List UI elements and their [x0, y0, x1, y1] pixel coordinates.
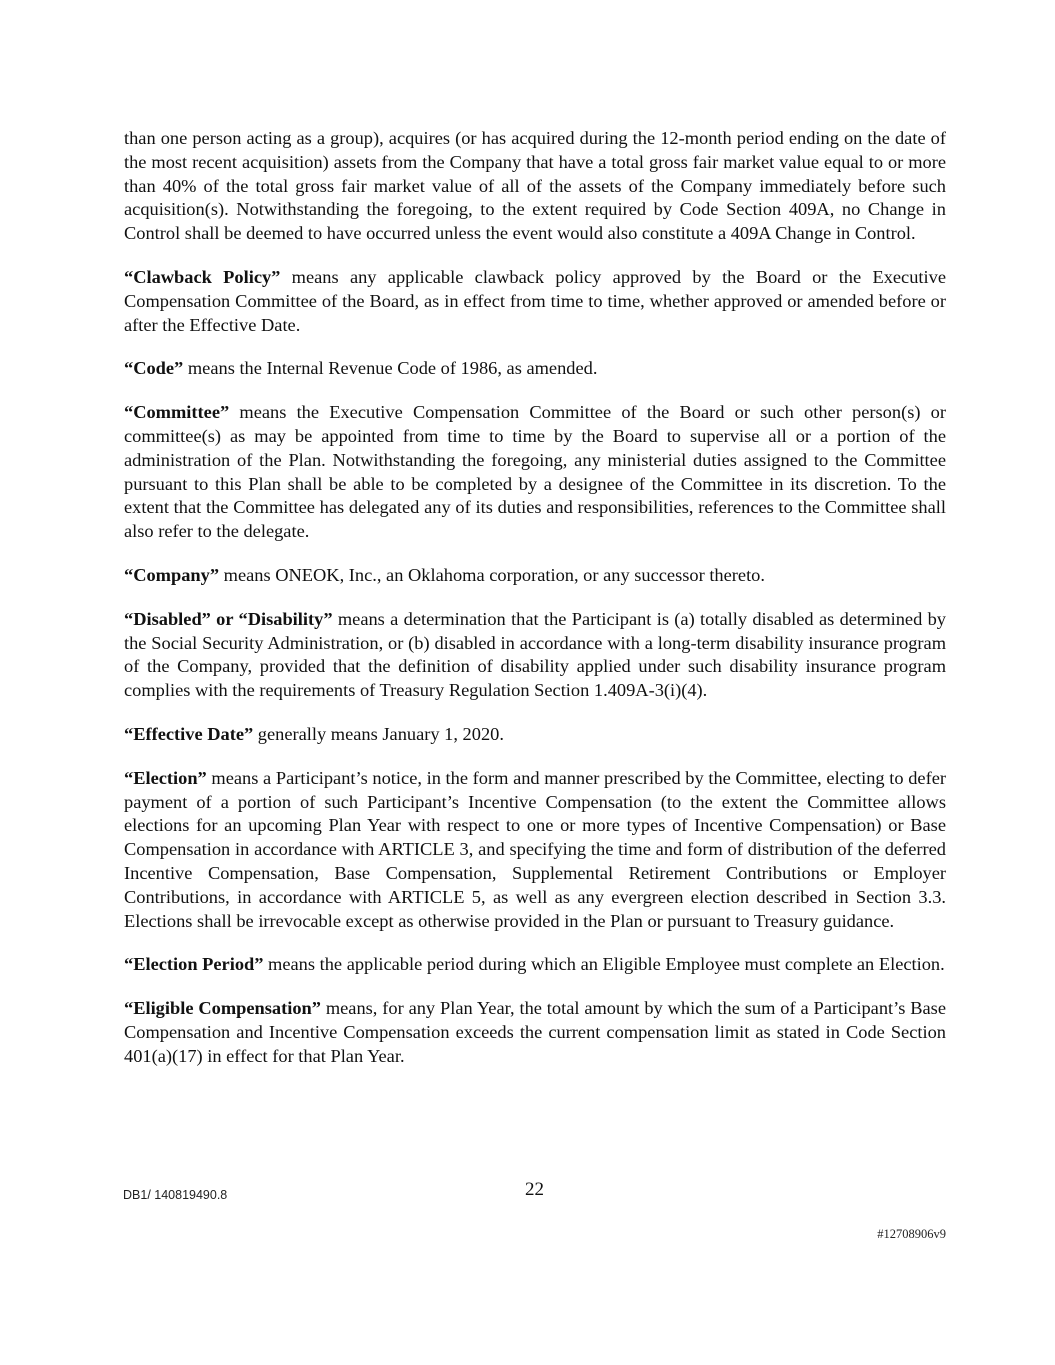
defined-term: “Election”	[124, 767, 207, 788]
paragraph-company	[124, 564, 946, 588]
definition-text: means ONEOK, Inc., an Oklahoma corporation, or any successor thereto.	[219, 564, 765, 585]
paragraph-eligible-compensation	[124, 997, 946, 1068]
definition-text: means the applicable period during which an Eligible Employee must complete an Election.	[263, 954, 945, 975]
paragraph-code	[124, 357, 946, 381]
paragraph-committee	[124, 401, 946, 544]
defined-term: “Code”	[124, 358, 184, 379]
definition-text: means any applicable clawback policy approved by the Board or the Executive Compensation Committee of the Board, as in effect from time to time, whether approved or amended before or after the Effective Date.	[124, 266, 946, 335]
defined-term: “Company”	[124, 564, 220, 585]
page-body	[124, 127, 946, 1089]
defined-term: “Disabled” or “Disability”	[124, 608, 333, 629]
paragraph-disability	[124, 608, 946, 703]
defined-term: “Eligible Compensation”	[124, 998, 321, 1019]
definition-text: generally means January 1, 2020.	[253, 723, 504, 744]
paragraph-effective-date	[124, 723, 946, 747]
document-id: DB1/ 140819490.8	[123, 1188, 228, 1202]
defined-term: “Committee”	[124, 402, 230, 423]
defined-term: “Effective Date”	[124, 723, 254, 744]
definition-text: means a Participant’s notice, in the form and manner prescribed by the Committee, electing to defer payment of a portion of such Participant’s Incentive Compensation (to the extent the Committee allows elections for an upcoming Plan Year with respect to one or more types of Incentive Compensation) or Base Compensation in accordance with ARTICLE 3, and specifying the time and form of distribution of the deferred Incentive Compensation, Base Compensation, Supplemental Retirement Contributions or Employer Contributions, in accordance with ARTICLE 5, as well as any evergreen election described in Section 3.3. Elections shall be irrevocable except as otherwise provided in the Plan or pursuant to Treasury guidance.	[124, 767, 946, 931]
paragraph-clawback-policy	[124, 266, 946, 337]
definition-text: means the Internal Revenue Code of 1986, as amended.	[183, 358, 598, 379]
definition-text: than one person acting as a group), acquires (or has acquired during the 12-month period ending on the date of the most recent acquisition) assets from the Company that have a total gross fair market value equal to or more than 40% of the total gross fair market value of all of the assets of the Company immediately before such acquisition(s). Notwithstanding the foregoing, to the extent required by Code Section 409A, no Change in Control shall be deemed to have occurred unless the event would also constitute a 409A Change in Control.	[124, 128, 946, 244]
definition-text: means, for any Plan Year, the total amount by which the sum of a Participant’s Base Compensation and Incentive Compensation exceeds the current compensation limit as stated in Code Section 401(a)(17) in effect for that Plan Year.	[124, 998, 947, 1066]
definition-text: means a determination that the Participant is (a) totally disabled as determined by the Social Security Administration, or (b) disabled in accordance with a long-term disability insurance program of the Company, provided that the definition of disability applied under such disability insurance program complies with the requirements of Treasury Regulation Section 1.409A-3(i)(4).	[124, 608, 947, 701]
paragraph-election-period	[124, 953, 946, 977]
paragraph-election	[124, 767, 946, 934]
defined-term: “Clawback Policy”	[124, 266, 281, 287]
page-number: 22	[525, 1179, 544, 1200]
document-version: #12708906v9	[877, 1227, 946, 1241]
defined-term: “Election Period”	[124, 954, 264, 975]
definition-text: means the Executive Compensation Committee of the Board or such other person(s) or committee(s) as may be appointed from time to time by the Board to supervise all or a portion of the administration of the Plan. Notwithstanding the foregoing, any ministerial duties assigned to the Committee pursuant to this Plan shall be able to be completed by a designee of the Committee in its discretion. To the extent that the Committee has delegated any of its duties and responsibilities, references to the Committee shall also refer to the delegate.	[124, 402, 946, 542]
paragraph-change-in-control-continued	[124, 127, 946, 246]
